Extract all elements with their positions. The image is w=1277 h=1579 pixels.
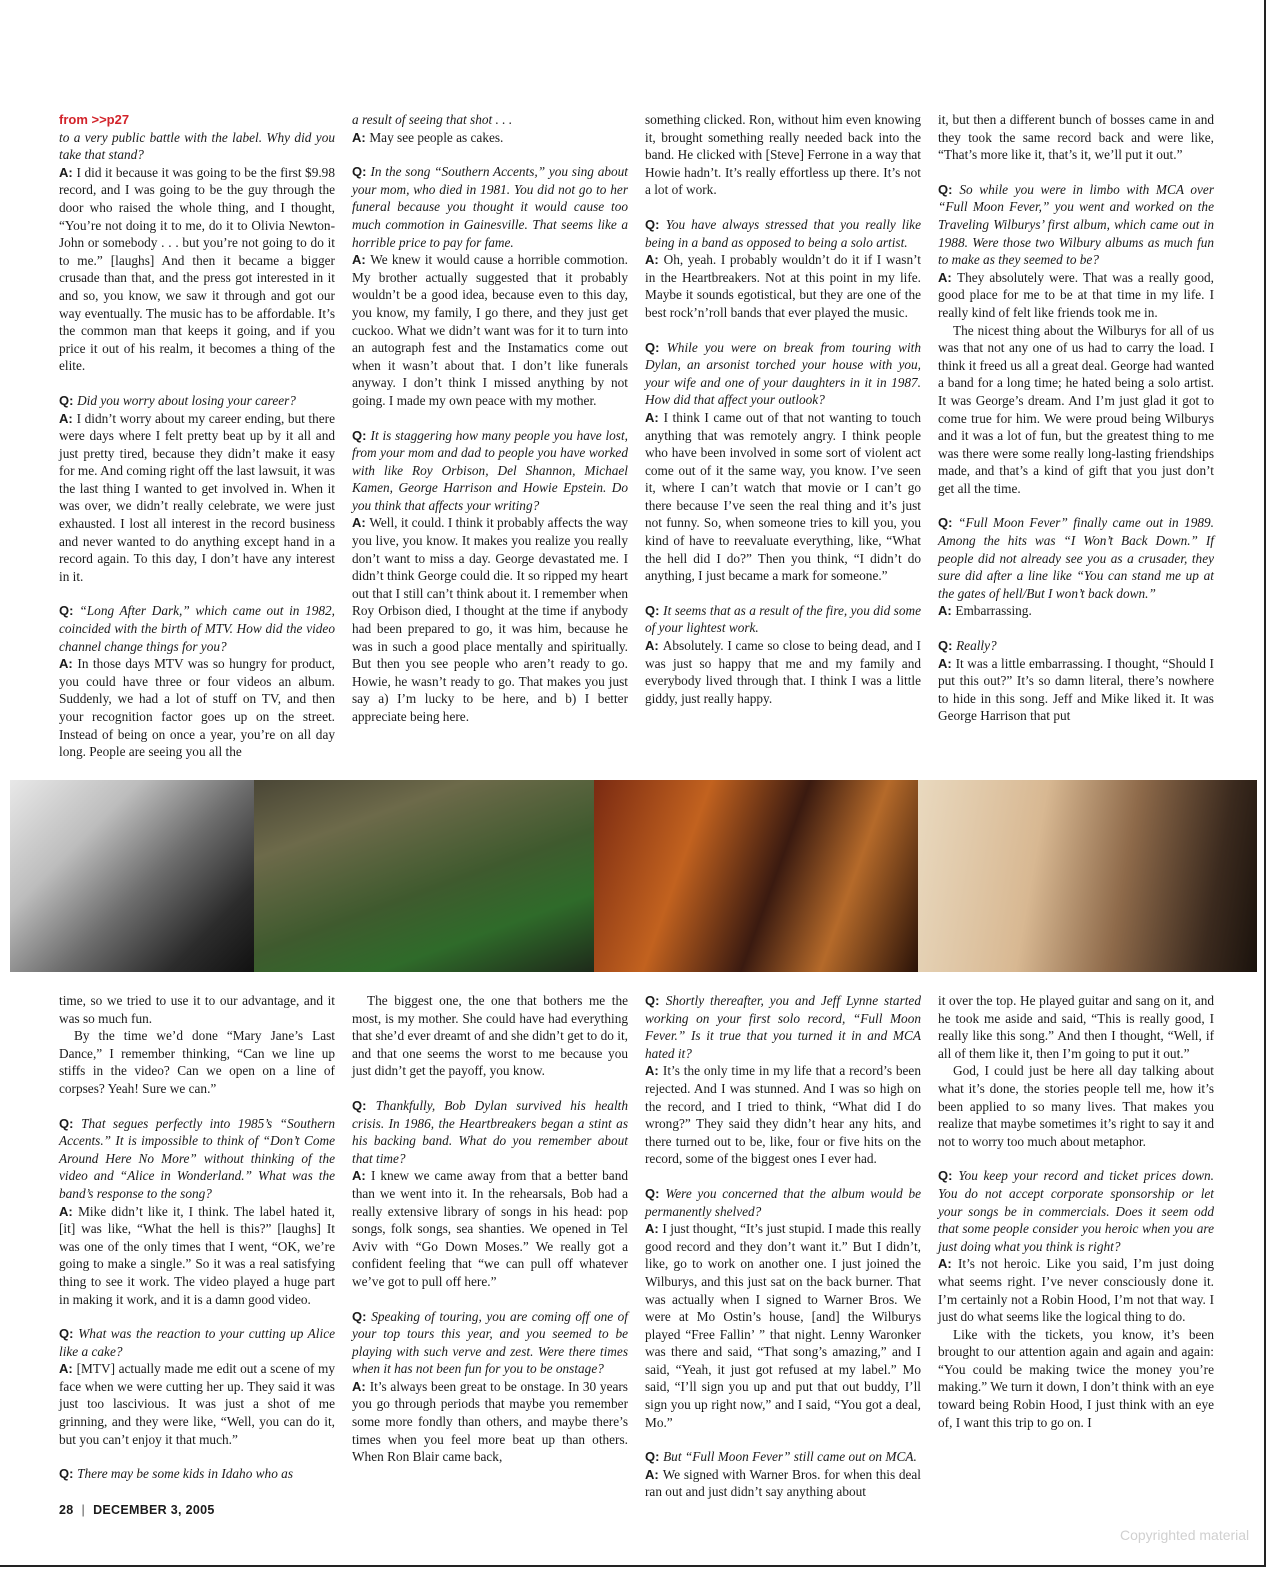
question-label: Q:	[59, 1466, 78, 1482]
top-column-2	[352, 111, 628, 743]
paragraph-text: Speaking of touring, you are coming off one of your top tours this year, and you seemed to be playing with such verve and zest. Were there times when it has not been fun for you to be onstage?	[352, 1308, 628, 1377]
paragraph-text: Shortly thereafter, you and Jeff Lynne started working on your first solo record, “Full Moon Fever.” Is it true that you turned it in and MCA hated it?	[645, 993, 921, 1061]
question-paragraph	[645, 216, 921, 251]
paragraph-text: In those days MTV was so hungry for product, you could have three or four videos an album. Suddenly, we had a lot of stuff on TV, and then your recognition factor goes up on the street. Instead of being on once a year, you’re on all day long. People are seeing you all the	[59, 656, 335, 760]
paragraph-text: What was the reaction to your cutting up Alice like a cake?	[59, 1326, 336, 1359]
question-label: Q:	[645, 602, 664, 618]
body-paragraph	[938, 322, 1214, 498]
photo-strip	[10, 780, 1257, 972]
question-label: Q:	[938, 515, 959, 531]
answer-label: A:	[352, 252, 371, 268]
paragraph-text: “Long After Dark,” which came out in 1982, coincided with the birth of MTV. How did the video channel change things for you?	[59, 603, 336, 654]
paragraph-text: I just thought, “It’s just stupid. I made this really good record and they don’t want it.” But I didn’t, like, go to work on another one. I just joined the Wilburys, and this just sat on the back burner. That was actually when I signed to Warner Bros. We were at Mo Ostin’s house, [and] the Wilburys played “Free Fallin’ ” that night. Lenny Waronker was there and said, “That song’s amazing,” and I said, “Yeah, it just got refused at my label.” Mo said, “I’ll sign you up and put that out buddy, I’ll sign you up right now,” and I said, “You got a deal, Mo.”	[645, 1221, 921, 1430]
continued-from-label: from >>p27	[59, 112, 130, 127]
answer-paragraph	[645, 409, 921, 585]
question-label: Q:	[59, 1115, 82, 1131]
traveling-wilburys-group-photo	[254, 780, 594, 972]
paragraph-text: We knew it would cause a horrible commotion. My brother actually suggested that it probably wouldn’t be a good idea, because even to this day, you know, my family, I go there, and they just get cuckoo. What we didn’t want was for it to turn into an autograph fest and the Instamatics come out when it wasn’t about that. I don’t like funerals anyway. I don’t think I missed anything by not going. I made my own peace with my mother.	[352, 252, 628, 408]
bottom-column-3	[645, 992, 921, 1518]
question-paragraph	[59, 602, 335, 655]
paragraph-text: The biggest one, the one that bothers me the most, is my mother. She could have had everything that she’d ever dreamt of and she didn’t get to do it, and that one seems the worst to me because you just didn’t get the payoff, you know.	[352, 993, 628, 1079]
paragraph-text: Thankfully, Bob Dylan survived his health crisis. In 1986, the Heartbreakers began a stint as his backing band. What do you remember about that time?	[352, 1097, 628, 1166]
question-paragraph	[352, 1308, 628, 1378]
paragraph-text: There may be some kids in Idaho who as	[77, 1466, 293, 1482]
answer-paragraph	[59, 410, 335, 586]
page-number: 28	[59, 1503, 74, 1517]
question-label: Q:	[352, 427, 371, 443]
question-paragraph	[645, 339, 921, 409]
answer-paragraph	[938, 269, 1214, 322]
question-paragraph	[59, 129, 335, 164]
answer-paragraph	[645, 1466, 921, 1501]
answer-label: A:	[938, 1256, 958, 1272]
paragraph-text: time, so we tried to use it to our advantage, and it was so much fun.	[59, 993, 335, 1026]
top-column-4	[938, 111, 1214, 742]
paragraph-text: You keep your record and ticket prices down. You do not accept corporate sponsorship or let your songs be in commercials. Does it seem odd that some people consider you heroic when you are just doing what you think is right?	[938, 1168, 1214, 1254]
paragraph-text: We signed with Warner Bros. for when this deal ran out and just didn’t say anything about	[645, 1466, 921, 1500]
body-paragraph	[59, 992, 335, 1027]
paragraph-text: It is staggering how many people you have lost, from your mom and dad to people you have worked with like Roy Orbison, Del Shannon, Michael Kamen, George Harrison and Howie Epstein. Do you think that affects your writing?	[352, 427, 628, 513]
paragraph-text: The nicest thing about the Wilburys for all of us was that not any one of us had to carry the load. I think it freed us all a great deal. George had wanted a band for a long time; he hated being a solo artist. It was George’s dream. And I’m just glad it got to come true for him. We were proud being Wilburys and it was a lot of fun, but the greatest thing to me was there were some really long-lasting friendships made, and that’s a kind of gift that you just don’t get all the time.	[938, 322, 1214, 496]
answer-label: A:	[645, 409, 664, 425]
body-paragraph	[938, 111, 1214, 164]
top-column-3	[645, 111, 921, 724]
question-label: Q:	[352, 164, 371, 180]
question-paragraph	[59, 1115, 335, 1203]
question-label: Q:	[645, 339, 667, 355]
answer-label: A:	[645, 1063, 663, 1079]
paragraph-text: You have always stressed that you really like being in a band as opposed to being a solo artist.	[645, 216, 921, 250]
question-paragraph	[59, 1325, 335, 1360]
answer-label: A:	[938, 603, 956, 619]
question-label: Q:	[938, 181, 960, 197]
paragraph-text: “Full Moon Fever” finally came out in 1989. Among the hits was “I Won’t Back Down.” If people did not already see you as a crusader, they sure did after a line like “You can stand me up at the gates of hell/But I won’t back down.”	[938, 515, 1214, 601]
paragraph-text: By the time we’d done “Mary Jane’s Last Dance,” I remember thinking, “Can we line up stiffs in the video? Can we open on a line of corpses? Yeah! Sure we can.”	[59, 1028, 335, 1096]
body-paragraph	[938, 1062, 1214, 1150]
body-paragraph	[59, 1027, 335, 1097]
paragraph-text: I did it because it was going to be the first $9.98 record, and I was going to be the guy through the door who raised the whole thing, and I thought, “You’re not doing it to me, do it to Olivia Newton-John or somebody . . . but you’re not going to do it to me.” [laughs] And then it became a bigger crusade than that, and the press got interested in it and so, you know, we saw it through and got our way eventually. The music has to be affordable. It’s the common man that keeps it going, and if you price it out of his realm, it becomes a thing of the elite.	[59, 164, 335, 374]
answer-label: A:	[59, 1361, 77, 1377]
bottom-column-2	[352, 992, 628, 1483]
answer-label: A:	[352, 1168, 371, 1184]
answer-label: A:	[645, 1466, 663, 1482]
issue-date: DECEMBER 3, 2005	[93, 1503, 215, 1517]
question-paragraph	[645, 1448, 921, 1466]
body-paragraph	[352, 992, 628, 1080]
paragraph-text: That segues perfectly into 1985’s “Southern Accents.” It is impossible to think of “Don’t Come Around Here No More” without thinking of the video and “Alice in Wonderland.” What was the band’s response to the song?	[59, 1115, 335, 1201]
paragraph-text: Like with the tickets, you know, it’s been brought to our attention again and again and again: “You could be making twice the money you’re making.” We turn it down, I don’t think with an eye toward being Robin Hood, I just think with an eye of, I want this trip to go on. I	[938, 1326, 1214, 1430]
answer-label: A:	[352, 515, 370, 531]
answer-paragraph	[352, 1378, 628, 1466]
question-label: Q:	[59, 392, 78, 408]
question-paragraph	[645, 1185, 921, 1220]
body-paragraph	[938, 992, 1214, 1062]
paragraph-text: So while you were in limbo with MCA over “Full Moon Fever,” you went and worked on the Traveling Wilburys’ first album, which came out in 1988. Were those two Wilbury albums as much fun to make as they seemed to be?	[938, 181, 1214, 268]
question-label: Q:	[645, 1185, 666, 1201]
paragraph-text: God, I could just be here all day talking about what it’s done, the stories people tell me, how it’s been applied to so many lives. That makes you realize that maybe sometimes it’s right to say it and not to worry too much about metaphor.	[938, 1063, 1214, 1149]
answer-paragraph	[59, 655, 335, 761]
answer-paragraph	[352, 514, 628, 725]
bottom-column-4	[938, 992, 1214, 1448]
paragraph-text: They absolutely were. That was a really good, good place for me to be at that time in my life. I really kind of felt like friends took me in.	[938, 269, 1214, 320]
paragraph-text: Embarrassing.	[955, 603, 1032, 619]
answer-paragraph	[59, 1203, 335, 1309]
answer-label: A:	[59, 410, 77, 426]
paragraph-text: something clicked. Ron, without him even knowing it, brought something really needed back into the band. He clicked with [Steve] Ferrone in a way that Howie hadn’t. It’s really effortless up there. It’s not a lot of work.	[645, 112, 921, 198]
question-label: Q:	[59, 603, 80, 619]
question-label: Q:	[645, 1449, 664, 1465]
paragraph-text: It was a little embarrassing. I thought, “Should I put this out?” It’s so damn literal, there’s nowhere to hide in this song. Jeff and Mike liked it. It was George Harrison that put	[938, 655, 1214, 724]
paragraph-text: Were you concerned that the album would be permanently shelved?	[645, 1185, 921, 1219]
paragraph-text: to a very public battle with the label. Why did you take that stand?	[59, 129, 335, 163]
question-label: Q:	[59, 1326, 79, 1342]
question-paragraph	[938, 514, 1214, 602]
paragraph-text: I didn’t worry about my career ending, but there were days where I felt pretty beat up by it all and just pretty tired, because they didn’t make it easy for me. And coming right off the last lawsuit, it was the last thing I wanted to get involved in. When it was over, we didn’t really celebrate, we were just exhausted. I lost all interest in the record business and never wanted to do anything except hand in a record again. To this day, I don’t have any interest in it.	[59, 410, 335, 584]
question-label: Q:	[938, 638, 957, 654]
question-paragraph	[352, 1097, 628, 1167]
question-label: Q:	[352, 1308, 372, 1324]
answer-label: A:	[352, 129, 370, 145]
body-paragraph	[645, 111, 921, 199]
question-label: Q:	[645, 993, 666, 1008]
answer-paragraph	[645, 637, 921, 707]
answer-label: A:	[59, 1203, 79, 1219]
answer-paragraph	[938, 1255, 1214, 1325]
question-paragraph	[938, 1167, 1214, 1255]
answer-label: A:	[645, 1221, 663, 1237]
paragraph-text: It’s not heroic. Like you said, I’m just doing what seems right. I’ve never consciously done it. I’m certainly not a Robin Hood, I’m not that way. I just do what seems like the logical thing to do.	[938, 1256, 1214, 1325]
question-label: Q:	[352, 1097, 376, 1113]
question-paragraph	[645, 602, 921, 637]
paragraph-text: Did you worry about losing your career?	[77, 392, 296, 408]
answer-paragraph	[938, 602, 1214, 620]
paragraph-text: Well, it could. I think it probably affects the way you live, you know. It makes you realize you really don’t want to miss a day. George devastated me. I didn’t think George could die. It so ripped my heart out that I still can’t think about it. I remember when Roy Orbison died, I thought at the time if anybody had been prepared to go, it was him, because he was in such a good place mentally and spiritually. But then you see people who aren’t ready to go. Howie, he wasn’t ready to go. That makes you just say a) I’m lucky to be here, and b) I better appreciate being here.	[352, 515, 628, 724]
answer-label: A:	[645, 252, 664, 268]
paragraph-text: It seems that as a result of the fire, you did some of your lightest work.	[645, 602, 921, 636]
question-paragraph	[645, 992, 921, 1062]
answer-paragraph	[645, 251, 921, 321]
paragraph-text: a result of seeing that shot . . .	[352, 112, 513, 127]
answer-paragraph	[59, 1360, 335, 1448]
question-paragraph	[59, 392, 335, 410]
paragraph-text: It’s the only time in my life that a record’s been rejected. And I was stunned. And I was so high on the record, and I tried to think, “What did I do wrong?” They said they didn’t hear any hits, and there turned out to be, like, four or five hits on the record, some of the biggest ones I ever had.	[645, 1063, 921, 1167]
paragraph-text: It’s always been great to be onstage. In 30 years you go through periods that maybe you remember some more fondly than others, and maybe there’s times when you feel more beat up than others. When Ron Blair came back,	[352, 1378, 628, 1465]
body-paragraph	[938, 1326, 1214, 1432]
paragraph-text: Really?	[956, 638, 997, 654]
top-column-1	[59, 111, 335, 778]
answer-label: A:	[645, 638, 663, 654]
paragraph-text: it over the top. He played guitar and sang on it, and he took me aside and said, “This is really good, I really like this song.” And then I thought, “Well, if all of them like it, then I’m going to put it out.”	[938, 993, 1214, 1061]
answer-paragraph	[352, 251, 628, 409]
question-label: Q:	[645, 216, 666, 232]
question-paragraph	[352, 163, 628, 251]
paragraph-text: While you were on break from touring with Dylan, an arsonist torched your house with you, your wife and one of your daughters in it in 1987. How did that affect your outlook?	[645, 339, 921, 408]
question-paragraph	[938, 181, 1214, 269]
answer-label: A:	[59, 656, 78, 672]
paragraph-text: I knew we came away from that a better band than we went into it. In the rehearsals, Bob had a really extensive library of songs in his head: pop songs, folk songs, sea shanties. We opened in Tel Aviv with “Go Down Moses.” We really got a confident feeling that “we can pull off whatever we’ve got to pull off here.”	[352, 1168, 628, 1289]
answer-paragraph	[59, 164, 335, 375]
two-musicians-sepia-photo	[918, 780, 1257, 972]
paragraph-text: But “Full Moon Fever” still came out on MCA.	[663, 1449, 917, 1465]
band-rehearsal-photo	[10, 780, 254, 972]
answer-paragraph	[645, 1220, 921, 1431]
paragraph-text: [MTV] actually made me edit out a scene of my face when we were cutting her up. They said it was just too lascivious. It was just a shot of me grinning, and they were like, “Well, you can do it, but you can’t enjoy it that much.”	[59, 1361, 335, 1447]
question-paragraph	[938, 637, 1214, 655]
paragraph-text: Mike didn’t like it, I think. The label hated it, [it] was like, “What the hell is this?” [laughs] It was one of the only times that I went, “OK, we’re going to make a single.” So it was a real satisfying thing to see it work. The video played a huge part in making it work, and it is a damn good video.	[59, 1203, 335, 1307]
paragraph-text: I think I came out of that not wanting to touch anything that was remotely angry. I think people who have been involved in some sort of violent act come out of it the same way, you know. I’ve seen it, where I can’t watch that movie or I can’t go there because I’ve seen the real thing and it’s just not funny. So, when someone tries to kill you, you kind of have to reevaluate everything, like, “What the hell did I do?” Then you think, “I didn’t do anything, I just became a mark for someone.”	[645, 409, 921, 584]
footer-separator: |	[81, 1503, 86, 1517]
question-paragraph	[352, 111, 628, 129]
copyright-watermark: Copyrighted material	[1120, 1527, 1250, 1543]
answer-paragraph	[352, 129, 628, 147]
page-footer	[59, 1503, 215, 1517]
question-paragraph	[352, 427, 628, 515]
answer-paragraph	[645, 1062, 921, 1168]
concert-stage-photo	[594, 780, 918, 972]
paragraph-text: May see people as cakes.	[369, 129, 504, 145]
paragraph-text: it, but then a different bunch of bosses came in and they took the same record back and were like, “That’s more like it, that’s it, we’ll put it out.”	[938, 112, 1214, 163]
paragraph-text: Oh, yeah. I probably wouldn’t do it if I wasn’t in the Heartbreakers. Not at this point in my life. Maybe it sounds egotistical, but they are one of the best rock’n’roll bands that ever played the music.	[645, 252, 921, 320]
answer-label: A:	[938, 655, 956, 671]
answer-label: A:	[938, 269, 957, 285]
paragraph-text: In the song “Southern Accents,” you sing about your mom, who died in 1981. You did not go to her funeral because you thought it would cause too much commotion in Gainesville. That seems like a horrible price to pay for fame.	[352, 164, 628, 250]
question-paragraph	[59, 1465, 335, 1483]
bottom-column-1	[59, 992, 335, 1500]
question-label: Q:	[938, 1168, 959, 1184]
answer-paragraph	[938, 655, 1214, 725]
answer-label: A:	[352, 1378, 370, 1394]
answer-label: A:	[59, 164, 77, 180]
answer-paragraph	[352, 1167, 628, 1290]
paragraph-text: Absolutely. I came so close to being dead, and I was just so happy that me and my family and everybody lived through that. I think I was a little giddy, just really happy.	[645, 638, 921, 706]
